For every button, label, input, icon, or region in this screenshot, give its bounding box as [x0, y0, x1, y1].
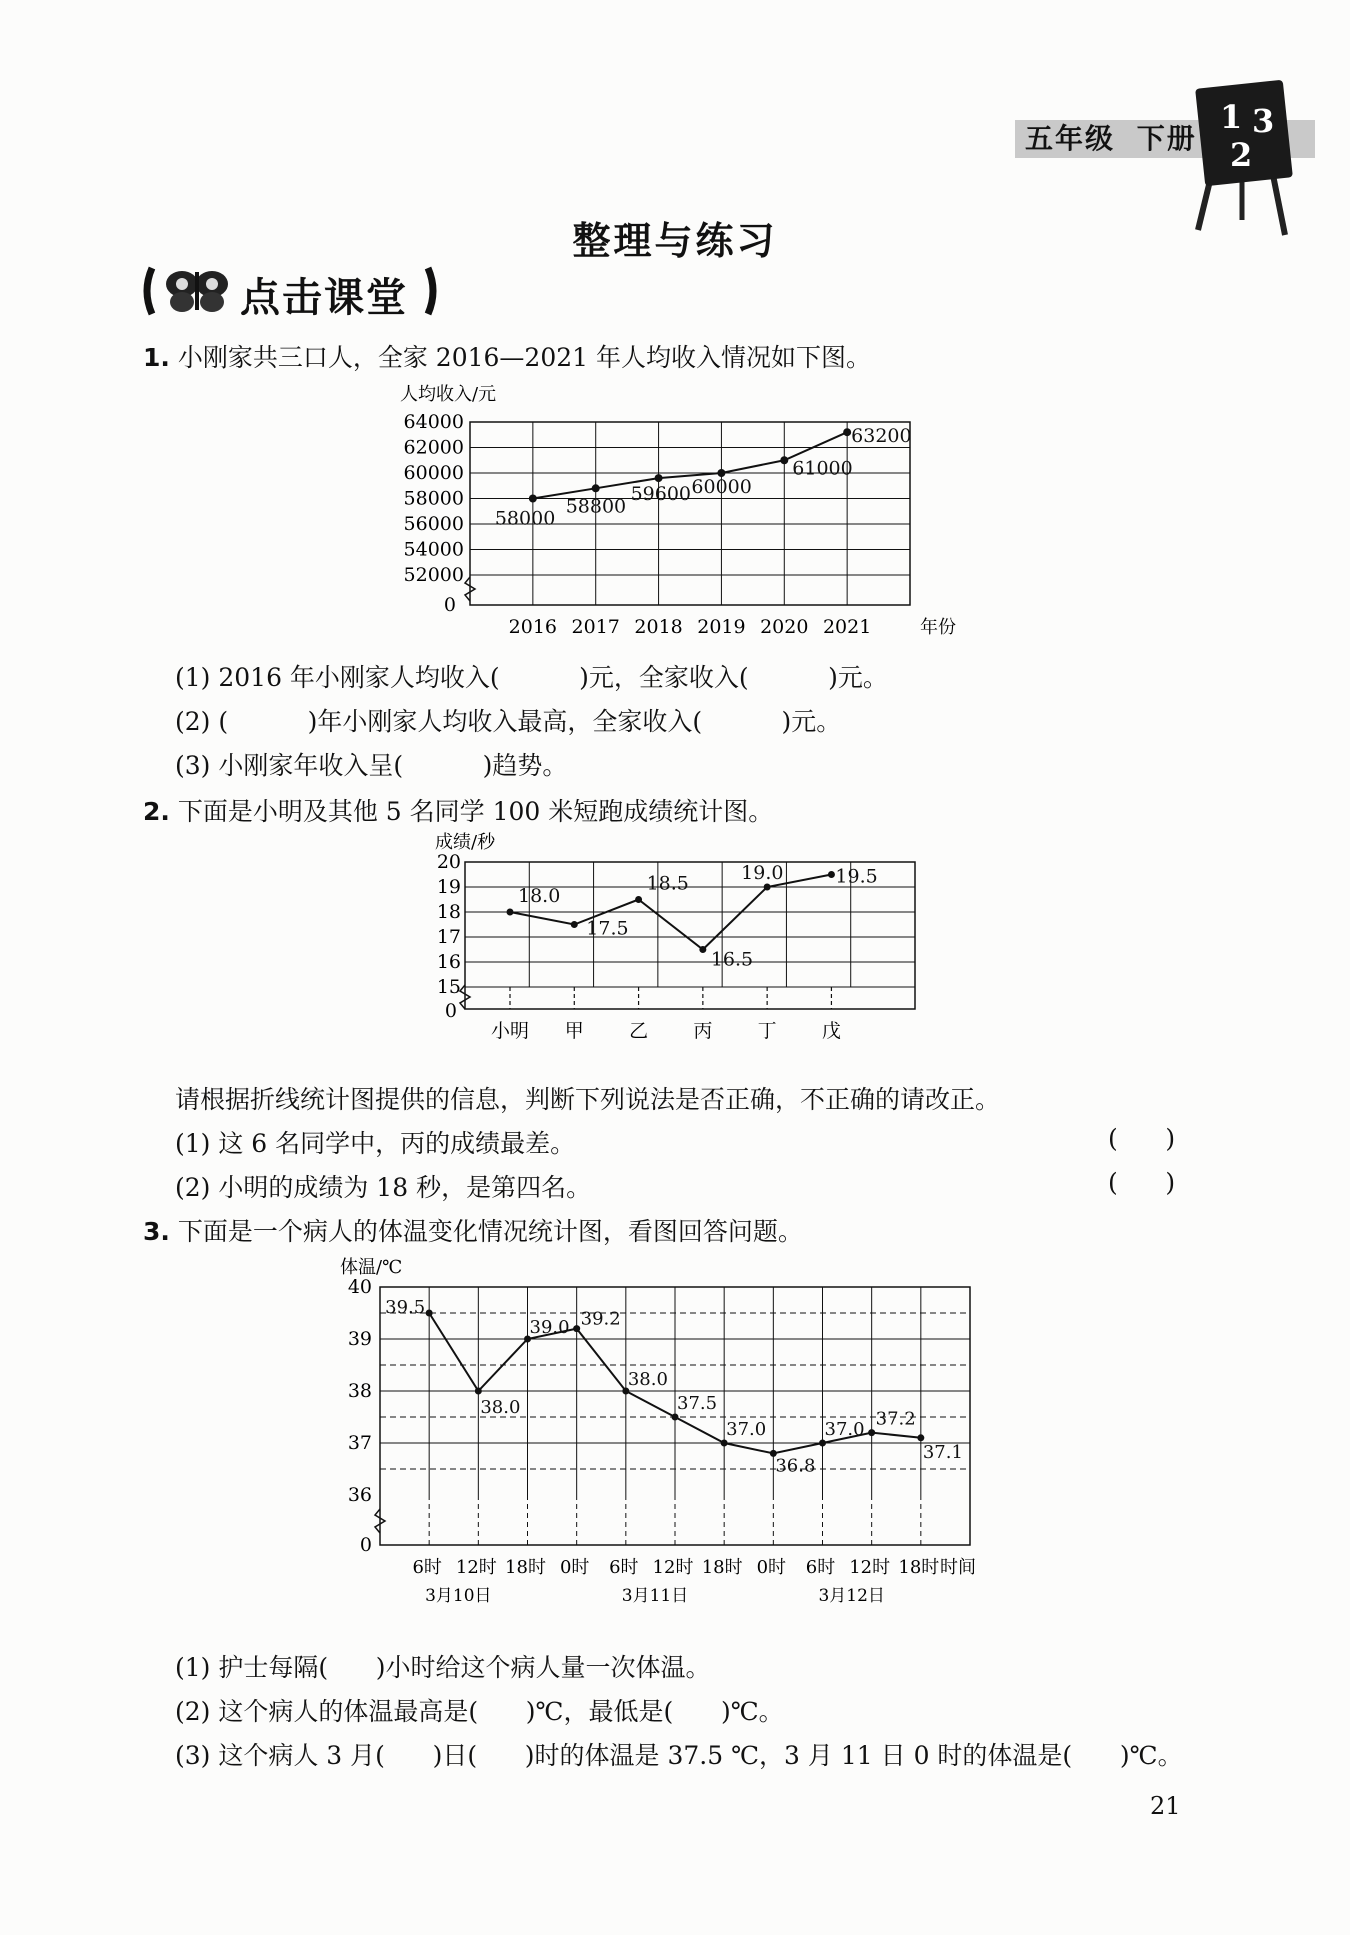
q2-number: 2. — [143, 797, 170, 826]
q1-stem — [143, 338, 871, 374]
chart3-y-tick: 40 — [347, 1276, 372, 1298]
chart3-x-tick: 12时 — [455, 1557, 497, 1578]
chart2-y-tick-zero: 0 — [444, 1000, 457, 1022]
chart1-data-label: 61000 — [792, 457, 853, 480]
chart1-x-tick: 2017 — [571, 616, 620, 638]
chart2-point — [571, 921, 578, 928]
chart2-x-tick: 丙 — [693, 1020, 713, 1042]
chart3-data-label: 37.2 — [875, 1408, 916, 1430]
q3-sub2: (2) 这个病人的体温最高是( )℃，最低是( )℃。 — [175, 1697, 784, 1726]
chart2-y-label: 成绩/秒 — [435, 832, 496, 853]
chart3-x-tick: 12时 — [652, 1557, 694, 1578]
chart1-data-label: 63200 — [851, 425, 912, 448]
chart3-data-label: 36.8 — [775, 1455, 816, 1477]
logo-digit-3: 3 — [1252, 102, 1275, 140]
chart3-data-label: 37.5 — [677, 1393, 718, 1414]
chart1-y-tick: 62000 — [403, 436, 464, 459]
chart3-day-label: 3月11日 — [621, 1586, 689, 1606]
chart3-point — [573, 1325, 580, 1332]
chart1-x-tick: 2016 — [508, 616, 558, 638]
chart1-x-tick: 2020 — [760, 616, 809, 638]
chart3-data-label: 37.0 — [726, 1419, 767, 1440]
chart1-y-tick-zero: 0 — [443, 594, 456, 616]
chart3-x-tick: 0时 — [559, 1557, 590, 1578]
chart3-point — [475, 1388, 482, 1395]
chart3-data-label: 39.0 — [529, 1317, 570, 1338]
logo-digit-1: 1 — [1220, 98, 1243, 136]
chart2-y-tick: 16 — [436, 951, 461, 973]
chart2-data-label: 19.0 — [741, 862, 784, 884]
chart2-y-tick: 18 — [436, 901, 461, 923]
chart3-x-tick: 6时 — [412, 1557, 442, 1578]
temperature-line-chart — [335, 1255, 1035, 1625]
chart3-data-label: 39.2 — [580, 1308, 621, 1330]
chart3-x-tick: 6时 — [805, 1557, 836, 1578]
chart3-point — [426, 1310, 433, 1317]
chart1-y-tick: 64000 — [403, 411, 464, 433]
chart2-point — [828, 871, 835, 878]
chart3-x-tick: 18时 — [701, 1557, 743, 1578]
chart3-point — [868, 1429, 875, 1436]
chart3-data-label: 39.5 — [385, 1297, 426, 1318]
q2-stem-text: 下面是小明及其他 5 名同学 100 米短跑成绩统计图。 — [177, 797, 774, 826]
chart3-y-tick-zero: 0 — [359, 1534, 372, 1556]
section-banner-text: 点击课堂 — [240, 275, 408, 321]
chart3-data-label: 37.1 — [922, 1441, 963, 1463]
q2-instruction: 请根据折线统计图提供的信息，判断下列说法是否正确，不正确的请改正。 — [175, 1085, 1001, 1114]
q1-number: 1. — [143, 343, 170, 372]
chart1-x-tick: 2018 — [634, 616, 683, 638]
chart2-x-tick: 戊 — [821, 1020, 841, 1042]
chart3-y-tick: 39 — [347, 1328, 372, 1350]
chart2-data-label: 18.0 — [518, 885, 561, 907]
chart2-data-label: 17.5 — [586, 917, 629, 940]
logo-digit-2: 2 — [1230, 136, 1253, 174]
chart1-x-tick: 2019 — [697, 616, 746, 638]
chart1-y-tick: 58000 — [403, 487, 464, 510]
chart2-point — [635, 896, 642, 903]
butterfly-icon — [166, 271, 228, 312]
q2-stem — [143, 792, 773, 828]
chart1-y-tick: 52000 — [403, 564, 464, 586]
chart1-point — [655, 474, 663, 482]
chart2-y-tick: 17 — [436, 926, 461, 948]
chart3-y-tick: 36 — [347, 1484, 372, 1506]
page-title: 整理与练习 — [572, 219, 778, 263]
chart2-x-tick: 小明 — [490, 1020, 530, 1042]
chart3-x-tick: 12时 — [849, 1557, 891, 1578]
chart1-point — [529, 495, 537, 503]
chart2-x-tick: 甲 — [564, 1020, 584, 1042]
chart1-data-label: 60000 — [691, 476, 752, 498]
chart3-y-tick: 38 — [347, 1380, 372, 1402]
chart1-data-label: 58800 — [565, 495, 627, 518]
q3-stem-text: 下面是一个病人的体温变化情况统计图，看图回答问题。 — [177, 1217, 803, 1246]
chart3-y-label: 体温/℃ — [340, 1257, 403, 1278]
chart1-y-tick: 56000 — [403, 513, 464, 535]
q3-stem — [143, 1212, 803, 1248]
chart3-x-tick: 18时 — [505, 1557, 546, 1578]
q2-sub2: (2) 小明的成绩为 18 秒，是第四名。 — [175, 1173, 592, 1202]
chart1-point — [592, 484, 600, 492]
chart1-point — [780, 456, 788, 464]
grade-label — [1025, 117, 1197, 157]
chart3-day-label: 3月12日 — [818, 1586, 885, 1606]
chart2-point — [507, 909, 514, 916]
q3-sub3: (3) 这个病人 3 月( )日( )时的体温是 37.5 ℃，3 月 11 日 0 时的体温是( )℃。 — [175, 1741, 1183, 1770]
q1-stem-text: 小刚家共三口人，全家 2016—2021 年人均收入情况如下图。 — [177, 343, 872, 372]
chart2-x-tick: 丁 — [757, 1020, 777, 1042]
chart3-point — [721, 1440, 728, 1447]
chart3-x-tick: 6时 — [609, 1557, 639, 1578]
chart2-y-tick: 20 — [436, 851, 461, 873]
chart3-day-label: 3月10日 — [425, 1586, 492, 1606]
chart1-data-label: 58000 — [494, 507, 556, 530]
chart3-x-tick: 0时 — [756, 1557, 787, 1578]
chart3-x-tick: 18时 — [898, 1557, 940, 1578]
sprint-line-chart — [425, 830, 945, 1065]
chart3-data-label: 38.0 — [480, 1397, 521, 1418]
chart2-y-tick: 19 — [436, 876, 461, 898]
chart1-data-label: 59600 — [630, 483, 692, 506]
grade-text: 五年级 — [1025, 122, 1116, 155]
q3-sub1: (1) 护士每隔( )小时给这个病人量一次体温。 — [175, 1653, 711, 1682]
q2-sub2-answer[interactable]: ( ) — [1108, 1168, 1176, 1197]
chart1-x-label: 年份 — [920, 617, 956, 638]
q2-sub1: (1) 这 6 名同学中，丙的成绩最差。 — [175, 1129, 576, 1158]
q3-number: 3. — [143, 1217, 170, 1246]
chart2-x-tick: 乙 — [629, 1020, 649, 1042]
chart3-point — [819, 1440, 826, 1447]
volume-text: 下册 — [1136, 122, 1197, 155]
chart3-point — [672, 1414, 679, 1421]
chart1-y-tick: 60000 — [403, 462, 464, 484]
chart1-x-tick: 2021 — [822, 616, 872, 638]
q1-sub1: (1) 2016 年小刚家人均收入( )元，全家收入( )元。 — [175, 663, 888, 692]
chart2-data-label: 18.5 — [646, 872, 689, 895]
chart2-point — [699, 946, 706, 953]
q2-sub1-answer[interactable]: ( ) — [1108, 1124, 1176, 1153]
chart3-data-label: 37.0 — [824, 1419, 865, 1440]
chart3-x-label: 时间 — [940, 1557, 976, 1578]
chart1-y-label: 人均收入/元 — [400, 384, 497, 405]
chart2-data-label: 16.5 — [710, 948, 754, 971]
chart2-data-label: 19.5 — [835, 865, 878, 888]
chart3-data-label: 38.0 — [627, 1369, 668, 1390]
chart3-point — [917, 1434, 924, 1441]
page-number: 21 — [1150, 1792, 1181, 1820]
chart1-point — [843, 428, 851, 436]
chart2-y-tick: 15 — [436, 976, 461, 998]
chart2-point — [764, 884, 771, 891]
q1-sub2: (2) ( )年小刚家人均收入最高，全家收入( )元。 — [175, 707, 842, 736]
chart3-y-tick: 37 — [347, 1432, 372, 1454]
q1-sub3: (3) 小刚家年收入呈( )趋势。 — [175, 751, 568, 780]
income-line-chart — [395, 380, 965, 640]
chart1-y-tick: 54000 — [403, 538, 464, 561]
